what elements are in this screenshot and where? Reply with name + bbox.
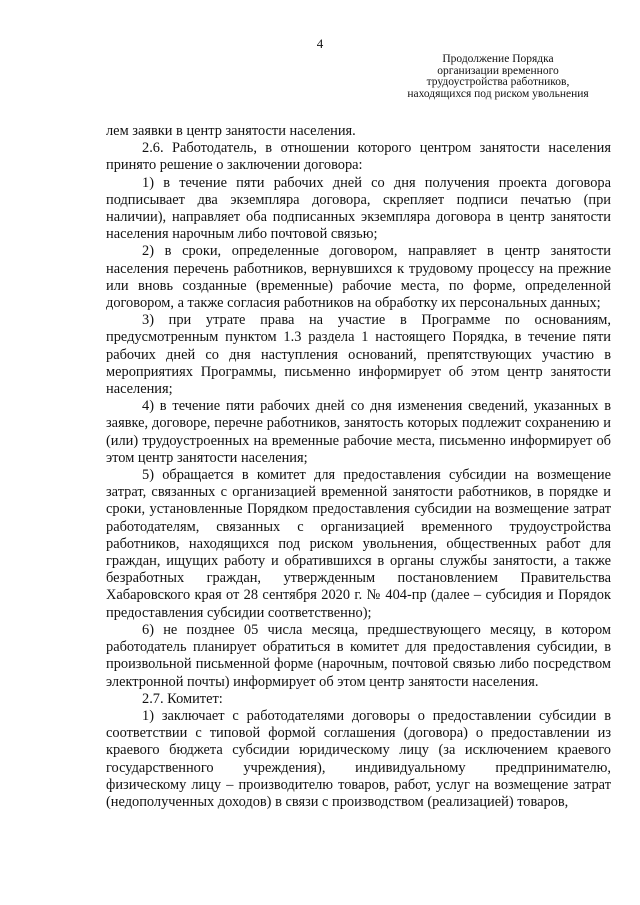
header-line: организации временного [437, 64, 559, 77]
paragraph-section-2-6: 2.6. Работодатель, в отношении которого центром занятости населения принято решение о заключении договора: [106, 140, 611, 174]
document-body [106, 123, 611, 811]
paragraph-continuation: лем заявки в центр занятости населения. [106, 123, 356, 139]
header-line: трудоустройства работников, [426, 76, 570, 88]
paragraph-item: 3) при утрате права на участие в Программе по основаниям, предусмотренным пунктом 1.3 раздела 1 настоящего Порядка, в течение пяти рабочих дней со дня наступления оснований, препятствующих участию в мероприятиях Программы, письменно информирует об этом центр занятости населения; [106, 312, 611, 398]
document-header [392, 54, 604, 100]
paragraph-item: 1) в течение пяти рабочих дней со дня получения проекта договора подписывает два экземпляра договора, скрепляет подписи печатью (при наличии), направляет оба подписанных экземпляра договора в центр занятости населения нарочным либо почтовой связью; [106, 174, 611, 243]
paragraph-item: 6) не позднее 05 числа месяца, предшествующего месяцу, в котором работодатель планирует обратиться в комитет для предоставления субсидии, в произвольной письменной форме (нарочным, почтовой связью либо посредством электронной почты) информирует об этом центр занятости населения. [106, 621, 611, 690]
header-line: Продолжение Порядка [442, 53, 554, 65]
paragraph-item: 5) обращается в комитет для предоставления субсидии на возмещение затрат, связанных с организацией временной занятости работников, в порядке и сроки, установленные Порядком предоставления субсидии на возмещение затрат работодателям, связанных с организацией временного трудоустройства работников, находящихся под риском увольнения, общественных работ для граждан, ищущих работу и обратившихся в органы службы занятости, а также безработных граждан, утвержденным постановлением Правительства Хабаровского края от 28 сентября 2020 г. № 404-пр (далее – субсидия и Порядок предоставления субсидии соответственно); [106, 467, 611, 621]
paragraph-item: 1) заключает с работодателями договоры о предоставлении субсидии в соответствии с типовой формой соглашения (договора) о предоставлении из краевого бюджета субсидии юридическому лицу (за исключением краевого государственного учреждения), индивидуальному предпринимателю, физическому лицу – производителю товаров, работ, услуг на возмещение затрат (недополученных доходов) в связи с производством (реализацией) товаров, [106, 707, 611, 810]
header-line: находящихся под риском увольнения [407, 87, 589, 100]
paragraph-item: 4) в течение пяти рабочих дней со дня изменения сведений, указанных в заявке, договоре, перечне работников, занятость которых подлежит сохранению и (или) трудоустроенных на временные рабочие места, письменно информирует об этом центр занятости населения; [106, 398, 611, 466]
page-number: 4 [316, 36, 324, 51]
paragraph-item: 2) в сроки, определенные договором, направляет в центр занятости населения перечень работников, вернувшихся к трудовому процессу на прежние или вновь созданные (временные) рабочие места, по форме, определенной договором, а также согласия работников на обработку их персональных данных; [106, 243, 611, 312]
paragraph-section-2-7: 2.7. Комитет: [142, 690, 223, 707]
